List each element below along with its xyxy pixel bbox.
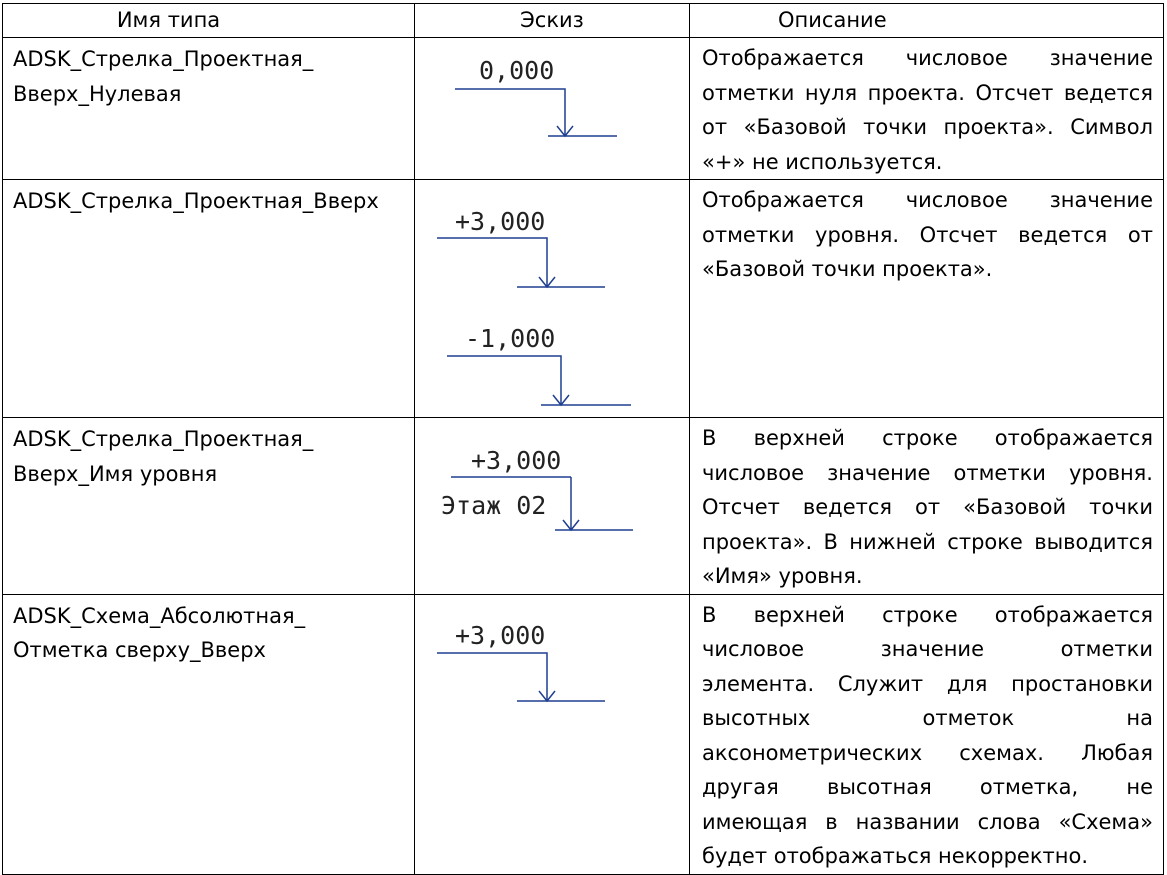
description-cell — [690, 180, 1164, 418]
level-mark-sketch — [415, 418, 690, 592]
type-name-cell — [3, 38, 415, 180]
table-row — [3, 38, 1164, 180]
description-line: числовое значение отметки уровня. — [702, 460, 1153, 485]
description-line: проекта». В нижней строке выводится — [702, 529, 1153, 554]
type-name-line: ADSK_Схема_Абсолютная_ — [13, 603, 306, 628]
description-line: другая высотная отметка, не — [702, 775, 1153, 799]
description-line: числовое значение отметки — [702, 637, 1153, 661]
sketch-elevation-label: +3,000 — [455, 207, 546, 236]
description-line: отметки нуля проекта. Отсчет ведется — [702, 80, 1153, 105]
description-cell — [690, 594, 1164, 874]
sketch-elevation-label: 0,000 — [479, 56, 555, 85]
description-line: В верхней строке отображается — [702, 602, 1153, 627]
description-line: В верхней строке отображается — [702, 426, 1153, 450]
table-row — [3, 418, 1164, 595]
type-name-line: ADSK_Стрелка_Проектная_ — [13, 47, 314, 71]
level-types-table — [2, 3, 1164, 875]
description-line: будет отображаться некорректно. — [702, 844, 1088, 868]
header-description: Описание — [690, 4, 1164, 38]
sketch-cell — [415, 594, 690, 874]
table-row — [3, 594, 1164, 874]
elevation-leader-line — [455, 89, 565, 136]
description-line: высотных отметок на — [702, 706, 1153, 730]
elevation-leader-line — [437, 653, 547, 701]
level-mark-sketch — [415, 595, 690, 872]
table-header-row — [3, 4, 1164, 38]
type-name-cell — [3, 180, 415, 418]
sketch-elevation-label: +3,000 — [471, 446, 562, 475]
description-line: от «Базовой точки проекта». Символ — [702, 115, 1153, 139]
level-mark-sketch — [415, 38, 690, 177]
header-type-name: Имя типа — [3, 4, 415, 38]
type-name-cell — [3, 594, 415, 874]
sketch-cell — [415, 418, 690, 595]
type-name-line: ADSK_Стрелка_Проектная_Вверх — [13, 189, 379, 213]
type-name-cell — [3, 418, 415, 595]
description-line: Отсчет ведется от «Базовой точки — [702, 495, 1153, 519]
type-name-line: Отметка сверху_Вверх — [13, 638, 266, 662]
type-name-line: ADSK_Стрелка_Проектная_ — [13, 427, 314, 451]
description-line: «Имя» уровня. — [702, 564, 863, 588]
type-name-line: Вверх_Нулевая — [13, 81, 182, 106]
type-name-line: Вверх_Имя уровня — [13, 461, 218, 486]
description-line: имеющая в названии слова «Схема» — [702, 809, 1153, 834]
sketch-level-name-label: Этаж 02 — [441, 491, 547, 520]
description-line: «+» не используется. — [702, 149, 943, 174]
description-cell — [690, 38, 1164, 180]
description-line: аксонометрических схемах. Любая — [702, 740, 1153, 765]
description-line: элемента. Служит для простановки — [702, 671, 1153, 696]
description-line: Отображается числовое значение — [702, 188, 1153, 212]
elevation-leader-line — [437, 238, 547, 287]
sketch-cell — [415, 38, 690, 180]
description-cell — [690, 418, 1164, 595]
sketch-cell — [415, 180, 690, 418]
level-mark-sketch — [415, 180, 690, 418]
table-row — [3, 180, 1164, 418]
description-line: «Базовой точки проекта». — [702, 257, 993, 281]
sketch-elevation-label: -1,000 — [465, 324, 556, 353]
description-line: отметки уровня. Отсчет ведется от — [702, 222, 1153, 247]
elevation-leader-line — [447, 356, 561, 405]
header-sketch: Эскиз — [415, 4, 690, 38]
sketch-elevation-label: +3,000 — [455, 620, 546, 650]
description-line: Отображается числовое значение — [702, 46, 1153, 70]
